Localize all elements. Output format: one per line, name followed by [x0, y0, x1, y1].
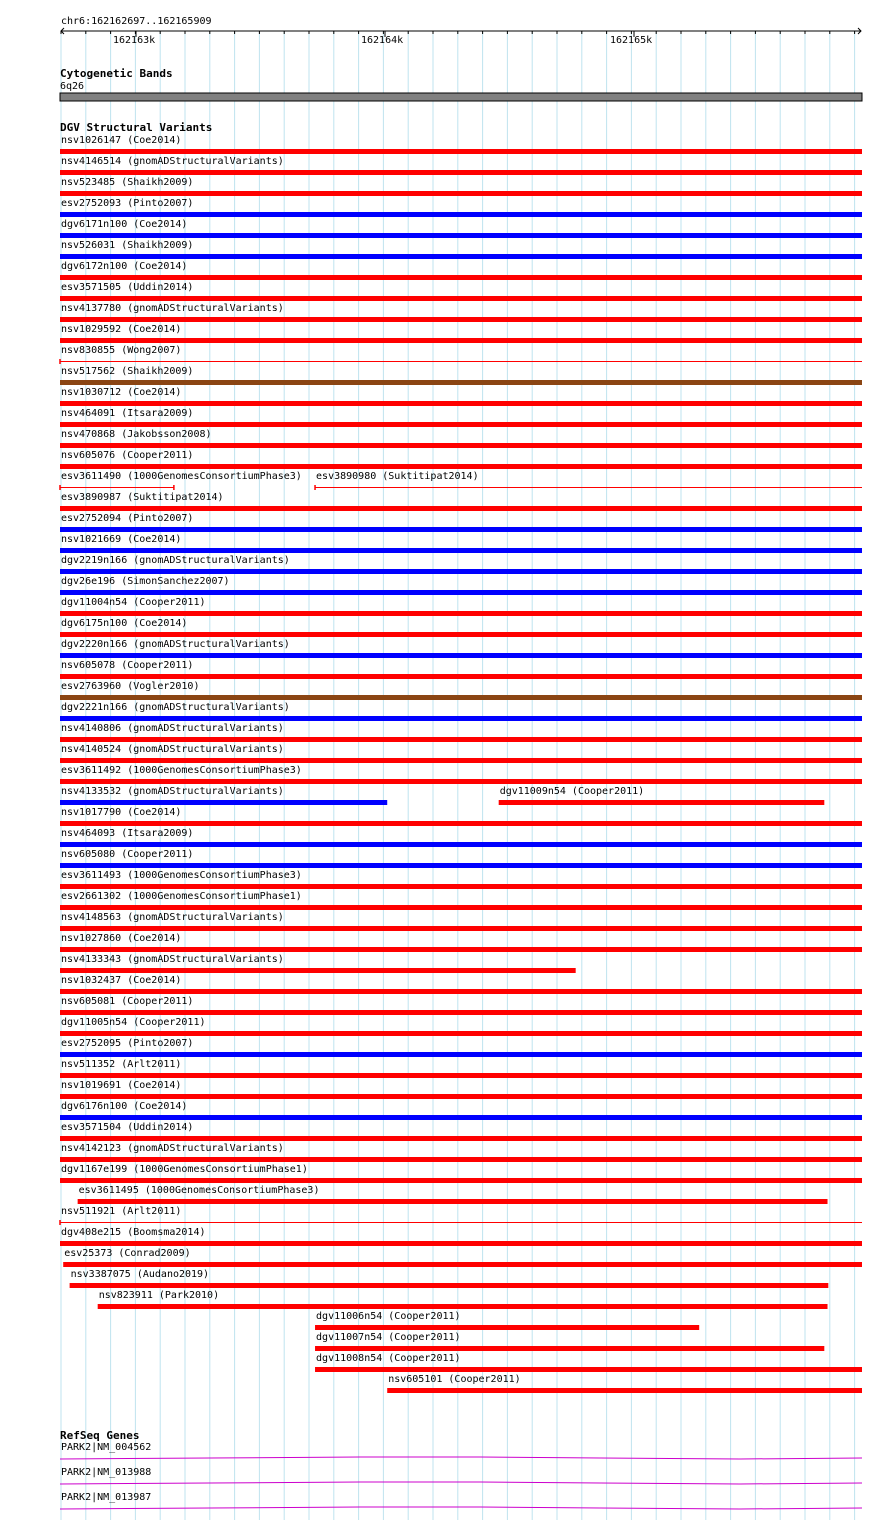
dgv-feature-label: nsv823911 (Park2010)	[98, 1290, 220, 1301]
dgv-feature[interactable]	[60, 870, 862, 889]
dgv-feature[interactable]	[60, 681, 862, 700]
dgv-feature-label: nsv517562 (Shaikh2009)	[61, 366, 194, 377]
dgv-feature-label: dgv11007n54 (Cooper2011)	[316, 1332, 461, 1343]
dgv-feature[interactable]	[60, 135, 862, 154]
dgv-feature[interactable]	[98, 1290, 828, 1309]
dgv-feature[interactable]	[60, 1080, 862, 1099]
dgv-feature-label: dgv6172n100 (Coe2014)	[61, 261, 188, 272]
dgv-feature-bar[interactable]	[60, 674, 862, 679]
dgv-feature[interactable]	[60, 618, 862, 637]
dgv-feature[interactable]	[387, 1374, 862, 1393]
dgv-feature-bar[interactable]	[60, 401, 862, 406]
dgv-feature-bar[interactable]	[60, 1115, 862, 1120]
dgv-feature-bar[interactable]	[315, 1346, 824, 1351]
dgv-feature[interactable]	[60, 324, 862, 343]
dgv-feature[interactable]	[60, 513, 862, 532]
dgv-feature-bar[interactable]	[60, 842, 862, 847]
dgv-feature-bar[interactable]	[60, 569, 862, 574]
refseq-features[interactable]	[60, 1442, 862, 1509]
dgv-feature-label: nsv830855 (Wong2007)	[61, 345, 182, 356]
dgv-feature[interactable]	[60, 240, 862, 259]
dgv-feature[interactable]	[60, 975, 862, 994]
dgv-feature-bar[interactable]	[60, 884, 862, 889]
dgv-feature[interactable]	[78, 1185, 828, 1204]
ruler[interactable]	[61, 16, 861, 46]
cytoband-bar[interactable]	[60, 93, 862, 101]
dgv-feature[interactable]	[60, 408, 862, 427]
dgv-feature[interactable]	[60, 1059, 862, 1078]
dgv-feature-bar[interactable]	[60, 1010, 862, 1015]
dgv-feature-label: nsv4133532 (gnomADStructuralVariants)	[61, 786, 284, 797]
dgv-feature-bar[interactable]	[60, 506, 862, 511]
dgv-feature[interactable]	[60, 849, 862, 868]
dgv-feature-label: nsv1017790 (Coe2014)	[61, 807, 182, 818]
dgv-feature-bar[interactable]	[60, 905, 862, 910]
dgv-feature-label: nsv4146514 (gnomADStructuralVariants)	[61, 156, 284, 167]
dgv-feature[interactable]	[60, 1122, 862, 1141]
dgv-feature-label: nsv1027860 (Coe2014)	[61, 933, 182, 944]
dgv-track-title: DGV Structural Variants	[60, 121, 213, 134]
dgv-feature-bar[interactable]	[60, 380, 862, 385]
dgv-feature-bar[interactable]	[60, 1136, 862, 1141]
dgv-feature-label: esv3890987 (Suktitipat2014)	[61, 492, 224, 503]
dgv-feature-bar[interactable]	[60, 1178, 862, 1183]
cytoband-track[interactable]	[60, 67, 862, 101]
dgv-feature-bar[interactable]	[60, 758, 862, 763]
dgv-feature[interactable]	[499, 786, 825, 805]
dgv-feature-bar[interactable]	[60, 338, 862, 343]
ruler-tick-label: 162163k	[113, 35, 156, 46]
dgv-feature-label: nsv1029592 (Coe2014)	[61, 324, 182, 335]
dgv-feature-bar[interactable]	[499, 800, 825, 805]
refseq-gene[interactable]	[60, 1442, 862, 1459]
dgv-feature[interactable]	[60, 744, 862, 763]
dgv-feature-label: dgv6176n100 (Coe2014)	[61, 1101, 188, 1112]
dgv-feature-bar[interactable]	[70, 1283, 829, 1288]
dgv-feature[interactable]	[60, 156, 862, 175]
dgv-feature-label: esv2752093 (Pinto2007)	[61, 198, 194, 209]
dgv-feature[interactable]	[60, 660, 862, 679]
dgv-feature-label: dgv408e215 (Boomsma2014)	[61, 1227, 206, 1238]
dgv-feature-label: nsv605101 (Cooper2011)	[388, 1374, 521, 1385]
dgv-feature-label: esv3571505 (Uddin2014)	[61, 282, 194, 293]
dgv-feature-label: dgv2221n166 (gnomADStructuralVariants)	[61, 702, 290, 713]
dgv-feature-bar[interactable]	[315, 1325, 699, 1330]
dgv-feature-bar[interactable]	[60, 317, 862, 322]
dgv-feature-bar[interactable]	[60, 989, 862, 994]
dgv-feature-bar[interactable]	[60, 947, 862, 952]
dgv-feature[interactable]	[60, 555, 862, 574]
ruler-tick-label: 162165k	[610, 35, 653, 46]
dgv-feature-label: esv3611490 (1000GenomesConsortiumPhase3)	[61, 471, 302, 482]
dgv-feature-label: esv2752094 (Pinto2007)	[61, 513, 194, 524]
dgv-feature-bar[interactable]	[60, 443, 862, 448]
dgv-feature-label: nsv1032437 (Coe2014)	[61, 975, 182, 986]
dgv-feature[interactable]	[60, 471, 302, 490]
cytoband-track-title: Cytogenetic Bands	[60, 67, 173, 80]
dgv-feature-label: nsv4140524 (gnomADStructuralVariants)	[61, 744, 284, 755]
dgv-feature[interactable]	[60, 954, 576, 973]
dgv-feature-label: nsv1030712 (Coe2014)	[61, 387, 182, 398]
refseq-track-title: RefSeq Genes	[60, 1429, 140, 1442]
dgv-feature-label: dgv11009n54 (Cooper2011)	[499, 786, 645, 797]
dgv-feature[interactable]	[60, 1143, 862, 1162]
dgv-feature[interactable]	[60, 1101, 862, 1120]
dgv-feature-bar[interactable]	[60, 1031, 862, 1036]
dgv-feature-bar[interactable]	[60, 821, 862, 826]
dgv-feature-label: nsv605081 (Cooper2011)	[61, 996, 194, 1007]
dgv-feature-label: nsv523485 (Shaikh2009)	[61, 177, 194, 188]
dgv-feature-label: esv3571504 (Uddin2014)	[61, 1122, 194, 1133]
dgv-feature-bar[interactable]	[60, 1157, 862, 1162]
dgv-feature-bar[interactable]	[60, 275, 862, 280]
dgv-feature-bar[interactable]	[63, 1262, 862, 1267]
dgv-feature[interactable]	[60, 261, 862, 280]
dgv-feature-label: nsv605078 (Cooper2011)	[61, 660, 194, 671]
dgv-feature[interactable]	[60, 387, 862, 406]
dgv-feature[interactable]	[60, 429, 862, 448]
dgv-feature[interactable]	[60, 891, 862, 910]
dgv-feature[interactable]	[60, 933, 862, 952]
dgv-feature-label: nsv4137780 (gnomADStructuralVariants)	[61, 303, 284, 314]
dgv-feature-label: nsv4133343 (gnomADStructuralVariants)	[61, 954, 284, 965]
dgv-feature-bar[interactable]	[60, 1094, 862, 1099]
dgv-feature-label: esv25373 (Conrad2009)	[64, 1248, 191, 1259]
dgv-feature[interactable]	[60, 450, 862, 469]
dgv-feature[interactable]	[60, 303, 862, 322]
dgv-feature-bar[interactable]	[60, 1241, 862, 1246]
dgv-feature-label: nsv511352 (Arlt2011)	[61, 1059, 182, 1070]
dgv-feature[interactable]	[60, 366, 862, 385]
dgv-feature[interactable]	[60, 576, 862, 595]
refseq-gene[interactable]	[60, 1467, 862, 1484]
dgv-feature-label: dgv2220n166 (gnomADStructuralVariants)	[61, 639, 290, 650]
dgv-feature-bar[interactable]	[387, 1388, 862, 1393]
dgv-feature-label: nsv464091 (Itsara2009)	[61, 408, 194, 419]
dgv-feature[interactable]	[60, 1017, 862, 1036]
dgv-feature-label: esv3611493 (1000GenomesConsortiumPhase3)	[61, 870, 302, 881]
dgv-track[interactable]	[60, 121, 862, 1393]
dgv-feature[interactable]	[60, 786, 387, 805]
dgv-feature-label: nsv1019691 (Coe2014)	[61, 1080, 182, 1091]
dgv-feature-label: dgv2219n166 (gnomADStructuralVariants)	[61, 555, 290, 566]
dgv-feature-label: nsv470868 (Jakobsson2008)	[61, 429, 212, 440]
dgv-feature-label: dgv11004n54 (Cooper2011)	[61, 597, 206, 608]
dgv-feature[interactable]	[60, 723, 862, 742]
dgv-feature-label: esv2661302 (1000GenomesConsortiumPhase1)	[61, 891, 302, 902]
dgv-feature-label: dgv6171n100 (Coe2014)	[61, 219, 188, 230]
dgv-feature-bar[interactable]	[98, 1304, 828, 1309]
dgv-feature-label: nsv526031 (Shaikh2009)	[61, 240, 194, 251]
dgv-feature-label: nsv4142123 (gnomADStructuralVariants)	[61, 1143, 284, 1154]
dgv-feature[interactable]	[60, 492, 862, 511]
dgv-feature-bar[interactable]	[60, 233, 862, 238]
dgv-feature-bar[interactable]	[60, 254, 862, 259]
dgv-feature-label: nsv3387075 (Audano2019)	[70, 1269, 210, 1280]
dgv-feature-label: nsv4148563 (gnomADStructuralVariants)	[61, 912, 284, 923]
dgv-feature-bar[interactable]	[60, 527, 862, 532]
dgv-feature[interactable]	[60, 765, 862, 784]
dgv-feature-label: esv3611495 (1000GenomesConsortiumPhase3)	[78, 1185, 320, 1196]
refseq-gene-line	[60, 1507, 862, 1509]
dgv-feature[interactable]	[60, 1038, 862, 1057]
ruler-tick-label: 162164k	[361, 35, 404, 46]
dgv-feature[interactable]	[60, 912, 862, 931]
dgv-feature-bar[interactable]	[60, 212, 862, 217]
dgv-feature-bar[interactable]	[60, 149, 862, 154]
dgv-feature-bar[interactable]	[78, 1199, 828, 1204]
dgv-feature-label: nsv605080 (Cooper2011)	[61, 849, 194, 860]
dgv-feature[interactable]	[60, 177, 862, 196]
dgv-feature[interactable]	[60, 219, 862, 238]
refseq-track[interactable]	[60, 1429, 862, 1509]
dgv-feature-bar[interactable]	[60, 422, 862, 427]
dgv-feature-label: esv2752095 (Pinto2007)	[61, 1038, 194, 1049]
refseq-gene-line	[60, 1457, 862, 1459]
dgv-feature-bar[interactable]	[60, 779, 862, 784]
dgv-feature-bar[interactable]	[60, 1073, 862, 1078]
dgv-feature-bar[interactable]	[60, 926, 862, 931]
dgv-feature[interactable]	[60, 1164, 862, 1183]
dgv-feature-bar[interactable]	[60, 548, 862, 553]
dgv-feature-label: dgv6175n100 (Coe2014)	[61, 618, 188, 629]
refseq-gene-line	[60, 1482, 862, 1484]
dgv-feature-bar[interactable]	[60, 716, 862, 721]
dgv-feature-label: nsv1021669 (Coe2014)	[61, 534, 182, 545]
dgv-features[interactable]	[60, 135, 862, 1393]
dgv-feature[interactable]	[60, 1206, 862, 1225]
dgv-feature-label: dgv11006n54 (Cooper2011)	[316, 1311, 461, 1322]
dgv-feature-label: nsv464093 (Itsara2009)	[61, 828, 194, 839]
dgv-feature-bar[interactable]	[60, 863, 862, 868]
dgv-feature[interactable]	[60, 996, 862, 1015]
dgv-feature-label: dgv11008n54 (Cooper2011)	[316, 1353, 461, 1364]
location-label: chr6:162162697..162165909	[61, 16, 212, 27]
dgv-feature[interactable]	[60, 702, 862, 721]
refseq-gene[interactable]	[60, 1492, 862, 1509]
dgv-feature-bar[interactable]	[60, 695, 862, 700]
dgv-feature-label: dgv1167e199 (1000GenomesConsortiumPhase1)	[61, 1164, 308, 1175]
dgv-feature-bar[interactable]	[60, 464, 862, 469]
dgv-feature-label: esv3890980 (Suktitipat2014)	[316, 471, 479, 482]
dgv-feature-bar[interactable]	[60, 590, 862, 595]
dgv-feature-bar[interactable]	[60, 170, 862, 175]
dgv-feature[interactable]	[70, 1269, 829, 1288]
dgv-feature-label: nsv605076 (Cooper2011)	[61, 450, 194, 461]
dgv-feature-label: nsv4140806 (gnomADStructuralVariants)	[61, 723, 284, 734]
cytoband-label: 6q26	[60, 81, 85, 92]
dgv-feature-label: dgv26e196 (SimonSanchez2007)	[61, 576, 230, 587]
dgv-feature-bar[interactable]	[60, 968, 576, 973]
dgv-feature[interactable]	[60, 639, 862, 658]
dgv-feature[interactable]	[60, 534, 862, 553]
dgv-feature[interactable]	[60, 282, 862, 301]
dgv-feature[interactable]	[315, 1332, 824, 1351]
dgv-feature[interactable]	[60, 597, 862, 616]
refseq-gene-label: PARK2|NM_013987	[61, 1492, 152, 1503]
refseq-gene-label: PARK2|NM_004562	[61, 1442, 152, 1453]
dgv-feature-bar[interactable]	[315, 1367, 862, 1372]
dgv-feature[interactable]	[60, 807, 862, 826]
dgv-feature-bar[interactable]	[60, 653, 862, 658]
dgv-feature-label: dgv11005n54 (Cooper2011)	[61, 1017, 206, 1028]
dgv-feature-bar[interactable]	[60, 800, 387, 805]
dgv-feature-bar[interactable]	[60, 632, 862, 637]
dgv-feature-label: esv3611492 (1000GenomesConsortiumPhase3)	[61, 765, 302, 776]
dgv-feature[interactable]	[60, 1227, 862, 1246]
dgv-feature-bar[interactable]	[60, 737, 862, 742]
dgv-feature-label: nsv1026147 (Coe2014)	[61, 135, 182, 146]
dgv-feature[interactable]	[60, 198, 862, 217]
dgv-feature-bar[interactable]	[60, 611, 862, 616]
dgv-feature[interactable]	[60, 345, 862, 364]
dgv-feature-label: nsv511921 (Arlt2011)	[61, 1206, 182, 1217]
dgv-feature-label: esv2763960 (Vogler2010)	[61, 681, 200, 692]
refseq-gene-label: PARK2|NM_013988	[61, 1467, 152, 1478]
dgv-feature[interactable]	[60, 828, 862, 847]
dgv-feature-bar[interactable]	[60, 191, 862, 196]
dgv-feature-bar[interactable]	[60, 1052, 862, 1057]
dgv-feature-bar[interactable]	[60, 296, 862, 301]
dgv-feature[interactable]	[63, 1248, 862, 1267]
